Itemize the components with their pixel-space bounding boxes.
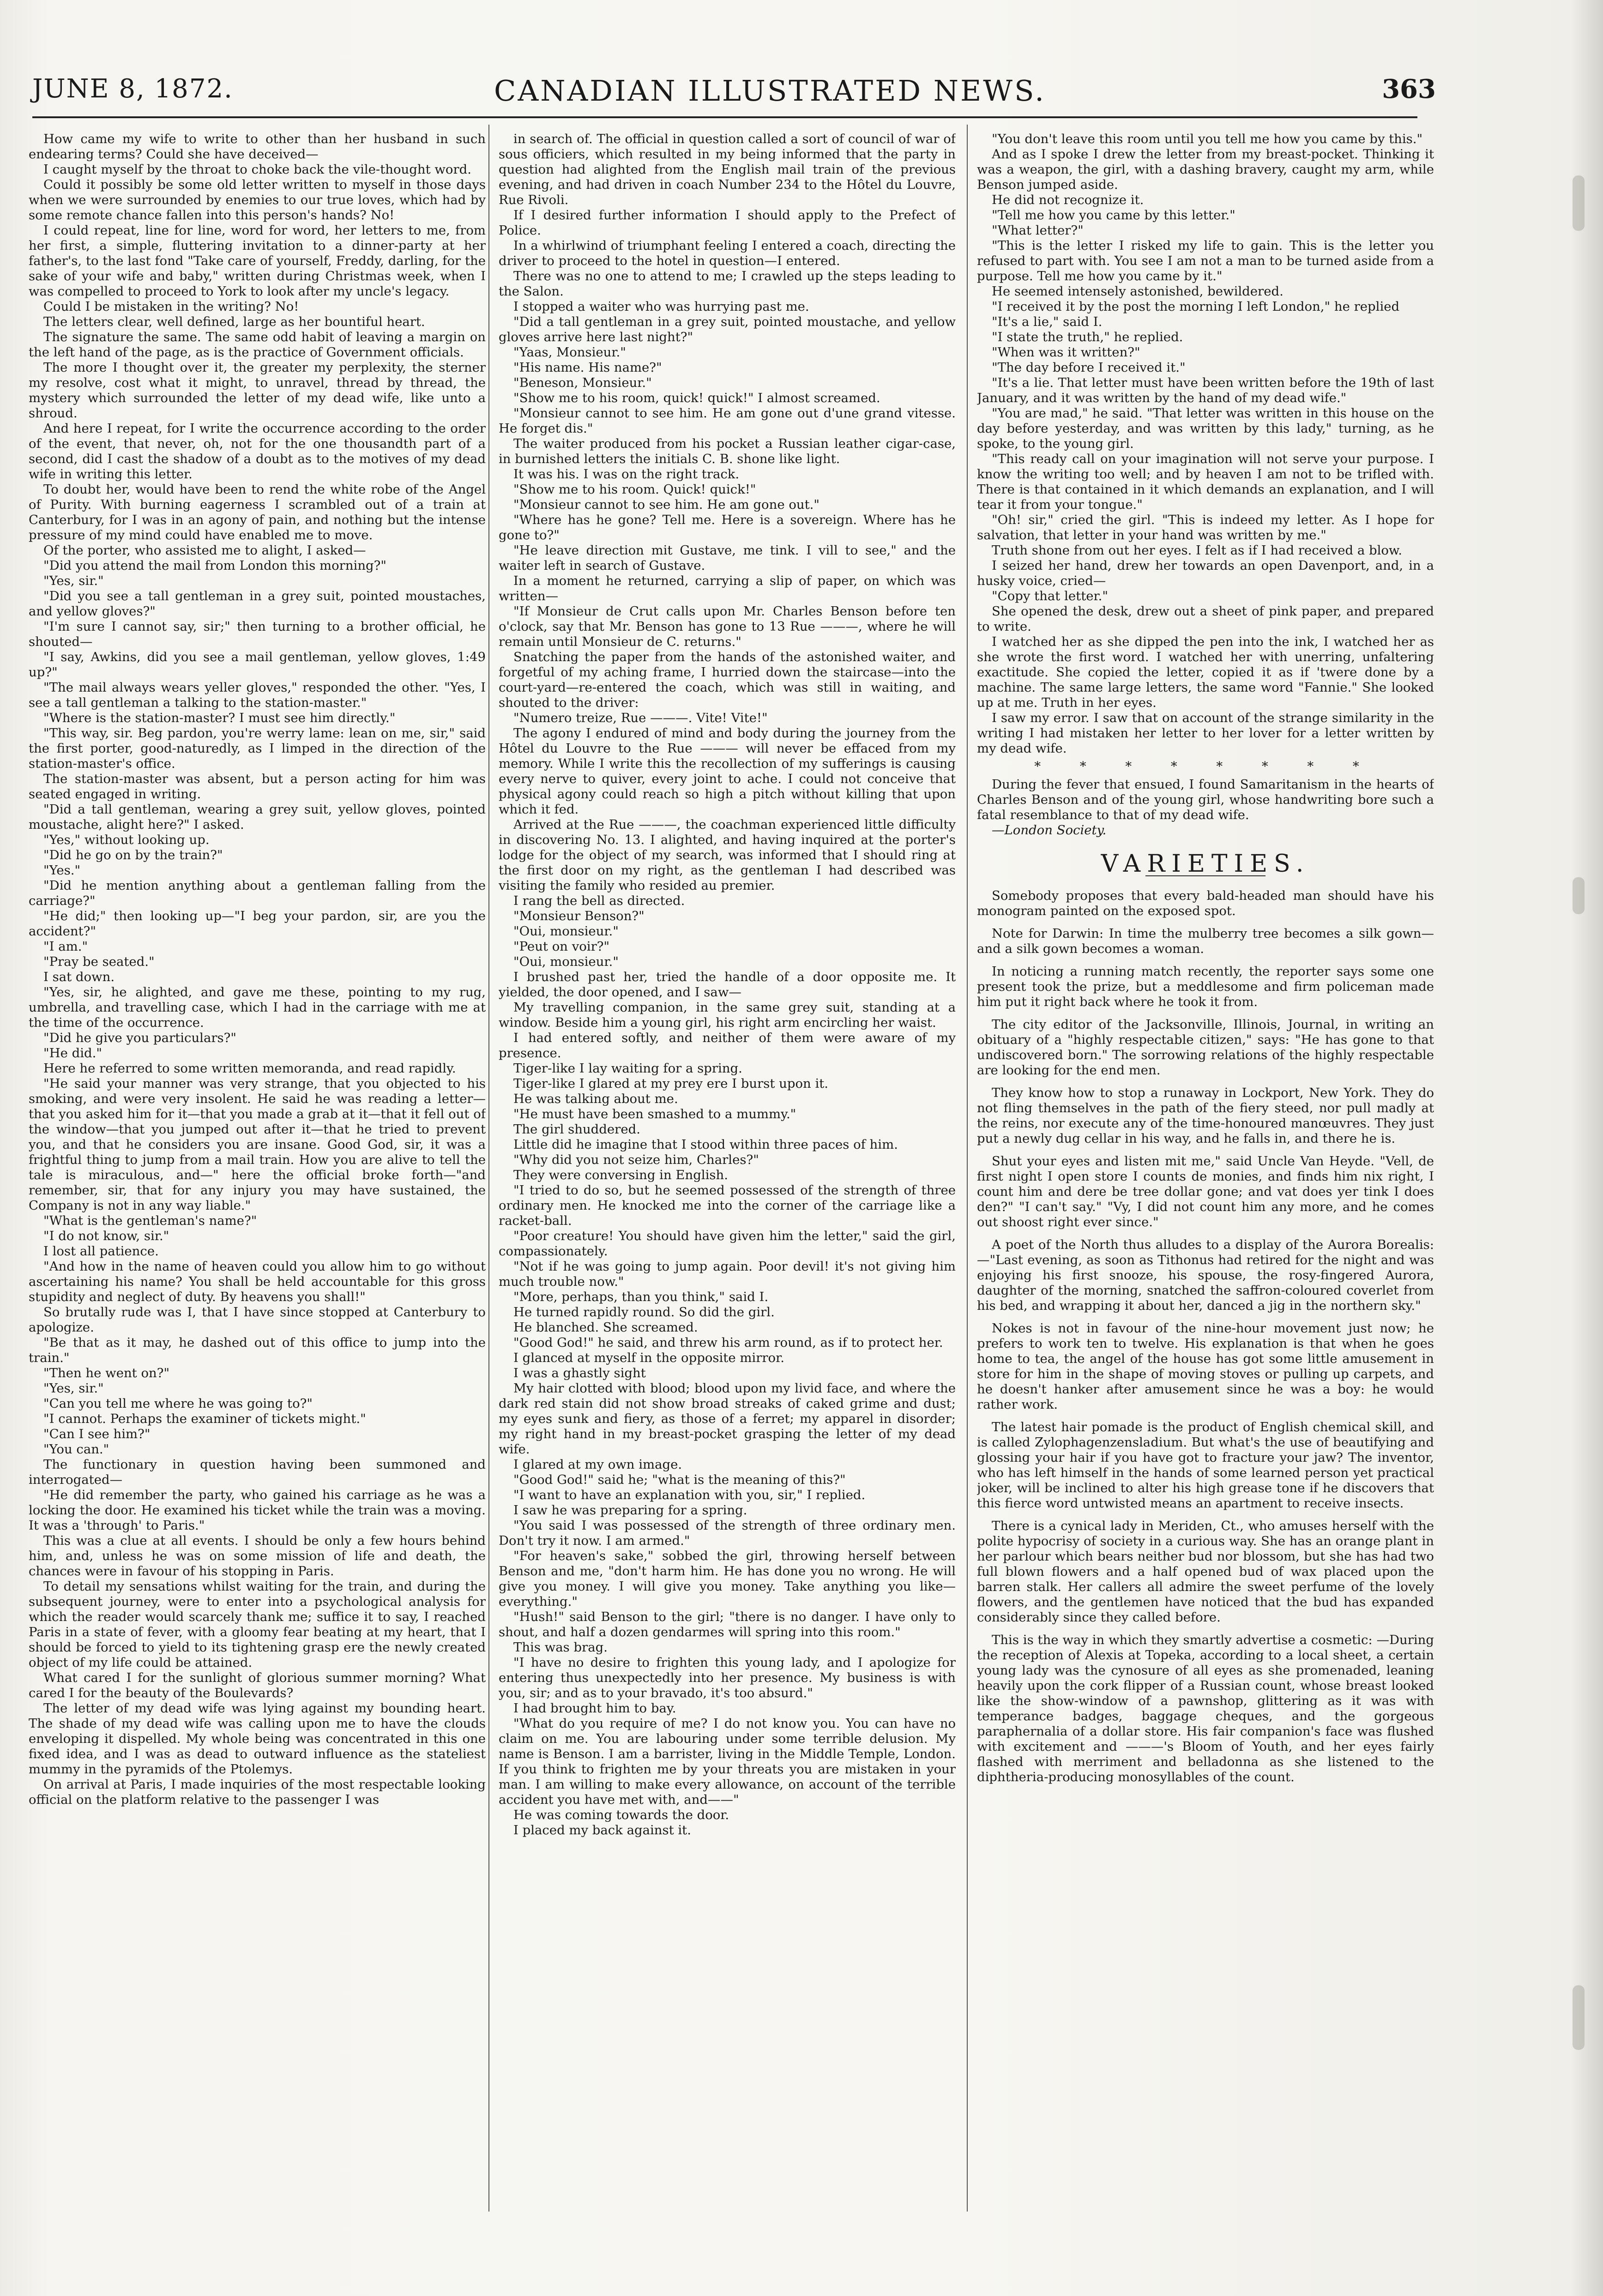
paragraph: A poet of the North thus alludes to a display of the Aurora Borealis:—"Last evening, as soon as Tithonus had retired for the night and was enjoying his first snooze, his spouse, the rosy-fingered Aurora, daughter of the morning, snatched the saffron-coloured coverlet from his bed, and wrapping it about her, danced a jig in the northern sky."	[977, 1237, 1434, 1313]
paragraph: I glared at my own image.	[513, 1457, 682, 1472]
paragraph: He was talking about me.	[513, 1091, 678, 1106]
paragraph: "What is the gentleman's name?"	[43, 1213, 257, 1228]
paragraph: This was brag.	[513, 1640, 608, 1655]
column-3	[977, 132, 1434, 2214]
paragraph: "Beneson, Monsieur."	[513, 375, 652, 390]
paragraph: Note for Darwin: In time the mulberry tree becomes a silk gown—and a silk gown becomes a woman.	[977, 926, 1434, 956]
paragraph: "I'm sure I cannot say, sir;" then turning to a brother official, he shouted—	[29, 619, 486, 649]
paragraph: I stopped a waiter who was hurrying past me.	[513, 299, 809, 314]
paragraph: Tiger-like I glared at my prey ere I burst upon it.	[513, 1076, 829, 1091]
paragraph: Arrived at the Rue ———, the coachman experienced little difficulty in discovering No. 13. I alighted, and having inquired at the porter's lodge for the object of my search, was informed that I should ring at the first door on my right, as the gentleman I had described was visiting the family who resided au premier.	[499, 817, 956, 893]
paragraph: The girl shuddered.	[513, 1122, 640, 1137]
paragraph: "This is the letter I risked my life to gain. This is the letter you refused to part with. You see I am not a man to be turned aside from a purpose. Tell me how you came by it."	[977, 238, 1434, 283]
paragraph: They were conversing in English.	[513, 1168, 728, 1182]
paragraph: He was coming towards the door.	[513, 1808, 729, 1822]
paragraph: "Copy that letter."	[992, 589, 1109, 603]
paragraph: "Yes."	[43, 863, 81, 878]
paragraph: "Yes, sir."	[43, 1381, 104, 1396]
column-2	[499, 132, 956, 2214]
paragraph: "It's a lie," said I.	[992, 314, 1103, 329]
paragraph: "Where has he gone? Tell me. Here is a sovereign. Where has he gone to?"	[499, 512, 956, 542]
paragraph: The city editor of the Jacksonville, Illinois, Journal, in writing an obituary of a "highly respectable citizen," says: "He has gone to that undiscovered born." The sorrowing relations of the highly respectable are looking for the end men.	[977, 1017, 1434, 1078]
page-number: 363	[1382, 74, 1436, 104]
paragraph: "Monsieur cannot to see him. He am gone out."	[513, 497, 820, 512]
paragraph: The signature the same. The same odd habit of leaving a margin on the left hand of the page, as is the practice of Government officials.	[29, 330, 486, 360]
paragraph: "Oui, monsieur."	[513, 954, 619, 969]
masthead	[32, 74, 1436, 115]
paragraph: "He did."	[43, 1046, 102, 1061]
column-divider	[967, 125, 968, 2212]
paragraph: "And how in the name of heaven could you allow him to go without ascertaining his name? You shall be held accountable for this gross stupidity and neglect of duty. By heavens you shall!"	[29, 1259, 486, 1304]
paragraph: In noticing a running match recently, the reporter says some one present took the prize, but a meddlesome and firm policeman made him put it right back where he took it from.	[977, 964, 1434, 1009]
paragraph: "Did a tall gentleman, wearing a grey suit, yellow gloves, pointed moustache, alight here?" I asked.	[29, 802, 486, 832]
paragraph: "Monsieur Benson?"	[513, 909, 645, 923]
paragraph: "I cannot. Perhaps the examiner of tickets might."	[43, 1411, 366, 1426]
paragraph: I had entered softly, and neither of them were aware of my presence.	[499, 1030, 956, 1061]
paragraph: "I am."	[43, 939, 88, 954]
paragraph: "Monsieur cannot to see him. He am gone out d'une grand vitesse. He forget dis."	[499, 406, 956, 436]
paragraph: He did not recognize it.	[992, 193, 1144, 207]
paper-stain	[1573, 175, 1585, 231]
paragraph: "Where is the station-master? I must see him directly."	[43, 711, 396, 725]
paragraph: Could it possibly be some old letter written to myself in those days when we were surrounded by enemies to our true loves, which had by some remote chance fallen into this person's hands? No!	[29, 177, 486, 223]
column-divider	[488, 125, 489, 2212]
paragraph: In a whirlwind of triumphant feeling I entered a coach, directing the driver to proceed to the hotel in question—I entered.	[499, 238, 956, 268]
paragraph: To doubt her, would have been to rend the white robe of the Angel of Purity. With burning eagerness I scrambled out of a train at Canterbury, for I was in an agony of pain, and nothing but the intense pressure of my mind could have enabled me to move.	[29, 482, 486, 542]
paragraph: "Be that as it may, he dashed out of this office to jump into the train."	[29, 1335, 486, 1365]
paragraph: "I tried to do so, but he seemed possessed of the strength of three ordinary men. He knocked me into the corner of the carriage like a racket-ball.	[499, 1183, 956, 1228]
paragraph: "Tell me how you came by this letter."	[992, 208, 1235, 223]
paragraph: The station-master was absent, but a person acting for him was seated engaged in writing.	[29, 771, 486, 801]
paragraph: There is a cynical lady in Meriden, Ct., who amuses herself with the polite hypocrisy of society in a curious way. She has an orange plant in her parlour which bears neither bud nor blossom, but she has had two full blown flowers and a half opened bud of wax placed upon the barren stalk. Her callers all admire the sweet perfume of the lovely flowers, and the gentlemen have noticed that the bud has expanded considerably since they called before.	[977, 1519, 1434, 1625]
paragraph: There was no one to attend to me; I crawled up the steps leading to the Salon.	[499, 269, 956, 299]
paragraph: I sat down.	[43, 970, 115, 984]
paragraph: I saw he was preparing for a spring.	[513, 1503, 747, 1518]
paragraph: "I received it by the post the morning I left London," he replied	[992, 299, 1400, 314]
story-credit: —London Society.	[992, 823, 1107, 838]
paragraph: This was a clue at all events. I should be only a few hours behind him, and, unless he was on some mission of life and death, the chances were in favour of his stopping in Paris.	[29, 1533, 486, 1579]
paragraph: "He must have been smashed to a mummy."	[513, 1107, 796, 1121]
paragraph: "Show me to his room. Quick! quick!"	[513, 482, 756, 497]
paragraph: And here I repeat, for I write the occurrence according to the order of the event, that never, oh, not for the one thousandth part of a second, did I cast the shadow of a doubt as to the motives of my dead wife in writing this letter.	[29, 421, 486, 482]
paragraph: "The mail always wears yeller gloves," responded the other. "Yes, I see a tall gentleman a talking to the station-master."	[29, 680, 486, 710]
paragraph: The more I thought over it, the greater my perplexity, the sterner my resolve, cost what it might, to unravel, thread by thread, the mystery which surrounded the letter of my dead wife, like unto a shroud.	[29, 360, 486, 421]
paragraph: They know how to stop a runaway in Lockport, New York. They do not fling themselves in the path of the fiery steed, nor pull madly at the reins, nor execute any of the time-honoured manœuvres. They just put a newly dug cellar in his way, and he falls in, and there he is.	[977, 1085, 1434, 1146]
paragraph: "Did you attend the mail from London this morning?"	[43, 558, 387, 573]
section-stars: * * * * * * * *	[1034, 759, 1377, 774]
paragraph: How came my wife to write to other than her husband in such endearing terms? Could she have deceived—	[29, 132, 486, 162]
paragraph: In a moment he returned, carrying a slip of paper, on which was written—	[499, 573, 956, 603]
paragraph: "I say, Awkins, did you see a mail gentleman, yellow gloves, 1:49 up?"	[29, 650, 486, 680]
paragraph: "When was it written?"	[992, 345, 1140, 360]
paragraph: "He did;" then looking up—"I beg your pardon, sir, are you the accident?"	[29, 909, 486, 939]
paragraph: If I desired further information I should apply to the Prefect of Police.	[499, 208, 956, 238]
paragraph: "It's a lie. That letter must have been written before the 19th of last January, and it was written by the hand of my dead wife."	[977, 375, 1434, 405]
paragraph: "You don't leave this room until you tell me how you came by this."	[992, 132, 1423, 146]
paragraph: This is the way in which they smartly advertise a cosmetic: —During the reception of Alexis at Topeka, according to a local sheet, a certain young lady was the cynosure of all eyes as she promenaded, leaning heavily upon the cork flipper of a Russian count, whose breast looked like the show-window of a pawnshop, glittering as it was with temperance badges, baggage cheques, and the gorgeous paraphernalia of a dollar store. His fair companion's face was flushed with excitement and ———'s Bloom of Youth, and her eyes fairly flashed with merriment and belladonna as she listened to the diphtheria-producing monosyllables of the count.	[977, 1633, 1434, 1784]
paragraph: Snatching the paper from the hands of the astonished waiter, and forgetful of my aching frame, I hurried down the staircase—into the court-yard—re-entered the coach, which was still in waiting, and shouted to the driver:	[499, 650, 956, 710]
paragraph: "Then he went on?"	[43, 1366, 170, 1380]
paragraph: The functionary in question having been summoned and interrogated—	[29, 1457, 486, 1487]
paragraph: "This way, sir. Beg pardon, you're werry lame: lean on me, sir," said the first porter, good-naturedly, as I limped in the direction of the station-master's office.	[29, 726, 486, 771]
paragraph: I could repeat, line for line, word for word, her letters to me, from her first, a simple, fluttering invitation to a dinner-party at her father's, to the last fond "Take care of yourself, Freddy, darling, for the sake of your wife and baby," written during Christmas week, when I was compelled to proceed to York to look after my uncle's legacy.	[29, 223, 486, 299]
paragraph: I lost all patience.	[43, 1244, 159, 1259]
paragraph: "Good God!" he said, and threw his arm round, as if to protect her.	[513, 1335, 943, 1350]
paragraph: "Can I see him?"	[43, 1427, 151, 1441]
paragraph: Somebody proposes that every bald-headed man should have his monogram painted on the exposed spot.	[977, 888, 1434, 918]
paragraph: "Did he go on by the train?"	[43, 848, 223, 862]
paragraph: Of the porter, who assisted me to alight, I asked—	[43, 543, 366, 558]
paragraph: I brushed past her, tried the handle of a door opposite me. It yielded, the door opened, and I saw—	[499, 970, 956, 1000]
paragraph: "He said your manner was very strange, that you objected to his smoking, and were very insolent. He said he was reading a letter—that you asked him for it—that you made a grab at it—that it fell out of the window—that you jumped out after it—that he tried to prevent you, and that he considers you are insane. Good God, sir, it was a frightful thing to jump from a mail train. How you are alive to tell the tale is miraculous, and—" here the official broke forth—"and remember, sir, that for any injury you may have sustained, the Company is not in any way liable."	[29, 1076, 486, 1213]
paragraph: "Why did you not seize him, Charles?"	[513, 1152, 759, 1167]
paragraph: Tiger-like I lay waiting for a spring.	[513, 1061, 742, 1076]
story-epilogue: During the fever that ensued, I found Samaritanism in the hearts of Charles Benson and of the young girl, whose handwriting bore such a fatal resemblance to that of my dead wife.	[977, 777, 1434, 822]
paragraph: "Hush!" said Benson to the girl; "there is no danger. I have only to shout, and half a dozen gendarmes will spring into this room."	[499, 1609, 956, 1639]
paragraph: "Yes, sir, he alighted, and gave me these, pointing to my rug, umbrella, and travelling case, which I had in the carriage with me at the time of the occurrence.	[29, 985, 486, 1030]
paragraph: "I want to have an explanation with you, sir," I replied.	[513, 1488, 866, 1502]
paragraph: Little did he imagine that I stood within three paces of him.	[513, 1137, 898, 1152]
paragraph: She opened the desk, drew out a sheet of pink paper, and prepared to write.	[977, 604, 1434, 634]
section-heading: VARIETIES.	[1101, 850, 1310, 878]
paragraph: "Not if he was going to jump again. Poor devil! it's not giving him much trouble now."	[499, 1259, 956, 1289]
paragraph: The letter of my dead wife was lying against my bounding heart. The shade of my dead wife was calling upon me to have the clouds enveloping it dispelled. My whole being was concentrated in this one fixed idea, and I was as dead to outward influence as the stateliest mummy in the pyramids of the Ptolemys.	[29, 1701, 486, 1777]
page-edge-shadow	[1571, 0, 1603, 2296]
paragraph: I rang the bell as directed.	[513, 893, 685, 908]
paper-stain	[1573, 877, 1585, 914]
paragraph: "Oui, monsieur."	[513, 924, 619, 939]
paragraph: "More, perhaps, than you think," said I.	[513, 1290, 769, 1304]
paragraph: He seemed intensely astonished, bewildered.	[992, 284, 1284, 299]
paragraph: "The day before I received it."	[992, 360, 1186, 375]
paragraph: I saw my error. I saw that on account of the strange similarity in the writing I had mistaken her letter to her lover for a letter written by my dead wife.	[977, 711, 1434, 756]
paragraph: On arrival at Paris, I made inquiries of the most respectable looking official on the platform relative to the passenger I was	[29, 1777, 486, 1807]
paragraph: The latest hair pomade is the product of English chemical skill, and is called Zylophagenzensladium. But what's the use of beautifying and glossing your hair if you have got to fracture your jaw? The inventor, who has left himself in the hands of some learned person yet practical joker, will be inclined to alter his high grease tone if he discovers that this fierce word untwisted means an apartment to receive insects.	[977, 1420, 1434, 1511]
paragraph: I was a ghastly sight	[513, 1366, 646, 1380]
paragraph: "You can."	[43, 1442, 109, 1457]
paragraph: "Poor creature! You should have given him the letter," said the girl, compassionately.	[499, 1229, 956, 1259]
paragraph: The letters clear, well defined, large as her bountiful heart.	[43, 314, 425, 329]
story-conclusion	[977, 132, 1434, 756]
paragraph: "Good God!" said he; "what is the meaning of this?"	[513, 1472, 846, 1487]
paragraph: Nokes is not in favour of the nine-hour movement just now; he prefers to work ten to twelve. His explanation is that when he goes home to tea, the angel of the house has got some little amusement in store for him in the shape of moving stoves or pulling up carpets, and he doesn't hanker after amusement since he was a boy: he would rather work.	[977, 1321, 1434, 1412]
paragraph: I caught myself by the throat to choke back the vile-thought word.	[43, 162, 471, 177]
paragraph: Truth shone from out her eyes. I felt as if I had received a blow.	[992, 543, 1402, 558]
paragraph: "Did he mention anything about a gentleman falling from the carriage?"	[29, 878, 486, 908]
paragraph: He blanched. She screamed.	[513, 1320, 698, 1335]
paragraph: What cared I for the sunlight of glorious summer morning? What cared I for the beauty of the Boulevards?	[29, 1670, 486, 1700]
paragraph: I placed my back against it.	[513, 1823, 691, 1838]
paragraph: Could I be mistaken in the writing? No!	[43, 299, 299, 314]
paragraph: "Can you tell me where he was going to?"	[43, 1396, 313, 1411]
paragraph: "Yes, sir."	[43, 573, 104, 588]
paragraph: I had brought him to bay.	[513, 1701, 676, 1716]
paragraph: "Did a tall gentleman in a grey suit, pointed moustache, and yellow gloves arrive here last night?"	[499, 314, 956, 344]
paragraph: "Peut on voir?"	[513, 939, 610, 954]
paragraph: "I state the truth," he replied.	[992, 330, 1183, 344]
paper-stain	[1573, 1985, 1585, 2050]
paragraph: "Numero treize, Rue ———. Vite! Vite!"	[513, 711, 768, 725]
paragraph: And as I spoke I drew the letter from my breast-pocket. Thinking it was a weapon, the girl, with a dashing bravery, caught my arm, while Benson jumped aside.	[977, 147, 1434, 192]
paragraph: The agony I endured of mind and body during the journey from the Hôtel du Louvre to the Rue ——— will never be effaced from my memory. While I write this the recollection of my sufferings is causing every nerve to quiver, every joint to ache. I could not conceive that physical agony could reach so high a pitch without killing that upon which it fed.	[499, 726, 956, 817]
paragraph: He turned rapidly round. So did the girl.	[513, 1305, 775, 1320]
paragraph: My travelling companion, in the same grey suit, standing at a window. Beside him a young girl, his right arm encircling her waist.	[499, 1000, 956, 1030]
issue-date: JUNE 8, 1872.	[32, 74, 233, 104]
paragraph: To detail my sensations whilst waiting for the train, and during the subsequent journey, were to enter into a psychological analysis for which the reader would scarcely thank me; suffice it to say, I reached Paris in a state of fever, with a gloomy fear beating at my heart, that I should be forced to yield to its tightening grasp ere the newly created object of my life could be attained.	[29, 1579, 486, 1670]
paragraph: So brutally rude was I, that I have since stopped at Canterbury to apologize.	[29, 1305, 486, 1335]
paragraph: "This ready call on your imagination will not serve your purpose. I know the writing too well; and by heaven I am not to be trifled with. There is that contained in it which demands an explanation, and I will tear it from your tongue."	[977, 452, 1434, 512]
varieties-list	[977, 888, 1434, 1785]
paragraph: I watched her as she dipped the pen into the ink, I watched her as she wrote the first word. I watched her with unerring, unfaltering exactitude. She copied the letter, copied it as if 'twere done by a machine. The same large letters, the same word "Fannie." She looked up at me. Truth in her eyes.	[977, 634, 1434, 710]
publication-title: CANADIAN ILLUSTRATED NEWS.	[494, 74, 1046, 108]
paragraph: "He leave direction mit Gustave, me tink. I vill to see," and the waiter left in search of Gustave.	[499, 543, 956, 573]
paragraph: "Did you see a tall gentleman in a grey suit, pointed moustaches, and yellow gloves?"	[29, 589, 486, 619]
paragraph: I glanced at myself in the opposite mirror.	[513, 1350, 784, 1365]
paragraph: It was his. I was on the right track.	[513, 467, 740, 482]
paragraph: Shut your eyes and listen mit me," said Uncle Van Heyde. "Vell, de first night I open store I counts de monies, and finds him nix right, I count him and dere be tree dollar gone; and vat does yer tink I does den?" "I can't say." "Vy, I did not count him any more, and he comes out shoost right ever since."	[977, 1154, 1434, 1229]
paragraph: "Pray be seated."	[43, 954, 155, 969]
paragraph: "What letter?"	[992, 223, 1084, 238]
paragraph: "I have no desire to frighten this young lady, and I apologize for entering thus unexpectedly into her presence. My business is with you, sir; and as to your bravado, it's too absurd."	[499, 1655, 956, 1700]
paragraph: "I do not know, sir."	[43, 1229, 169, 1243]
paragraph: "His name. His name?"	[513, 360, 662, 375]
paragraph: "What do you require of me? I do not know you. You can have no claim on me. You are labouring under some terrible delusion. My name is Benson. I am a barrister, living in the Middle Temple, London. If you think to frighten me by your threats you are mistaken in your man. I am willing to make every allowance, on account of the terrible accident you have met with, and——"	[499, 1716, 956, 1807]
paragraph: in search of. The official in question called a sort of council of war of sous officiers, which resulted in my being informed that the party in question had alighted from the English mail train of the previous evening, and had driven in coach Number 234 to the Hôtel du Louvre, Rue Rivoli.	[499, 132, 956, 207]
masthead-rule	[32, 116, 1417, 118]
paragraph: The waiter produced from his pocket a Russian leather cigar-case, in burnished letters the initials C. B. shone like light.	[499, 436, 956, 466]
paragraph: "Show me to his room, quick! quick!" I almost screamed.	[513, 391, 880, 405]
paragraph: "Yes," without looking up.	[43, 832, 210, 847]
paragraph: I seized her hand, drew her towards an open Davenport, and, in a husky voice, cried—	[977, 558, 1434, 588]
paragraph: "For heaven's sake," sobbed the girl, throwing herself between Benson and me, "don't harm him. He has done you no wrong. He will give you money. I will give you money. Take anything you like—everything."	[499, 1549, 956, 1609]
paragraph: "He did remember the party, who gained his carriage as he was a locking the door. He examined his ticket while the train was a moving. It was a 'through' to Paris."	[29, 1488, 486, 1533]
paragraph: "You are mad," he said. "That letter was written in this house on the day before yesterday, and was written by this lady," turning, as he spoke, to the young girl.	[977, 406, 1434, 451]
paragraph: "If Monsieur de Crut calls upon Mr. Charles Benson before ten o'clock, say that Mr. Benson has gone to 13 Rue ———, where he will remain until Monsieur de C. returns."	[499, 604, 956, 649]
paragraph: "Did he give you particulars?"	[43, 1030, 237, 1045]
paragraph: Here he referred to some written memoranda, and read rapidly.	[43, 1061, 456, 1076]
paragraph: "Oh! sir," cried the girl. "This is indeed my letter. As I hope for salvation, that letter in your hand was written by me."	[977, 512, 1434, 542]
paragraph: "You said I was possessed of the strength of three ordinary men. Don't try it now. I am armed."	[499, 1518, 956, 1548]
paragraph: "Yaas, Monsieur."	[513, 345, 626, 360]
paragraph: My hair clotted with blood; blood upon my livid face, and where the dark red stain did not show broad streaks of caked grime and dust; my eyes sunk and fiery, as those of a ferret; my apparel in disorder; my right hand in my breast-pocket grasping the letter of my dead wife.	[499, 1381, 956, 1457]
column-1	[29, 132, 486, 2214]
